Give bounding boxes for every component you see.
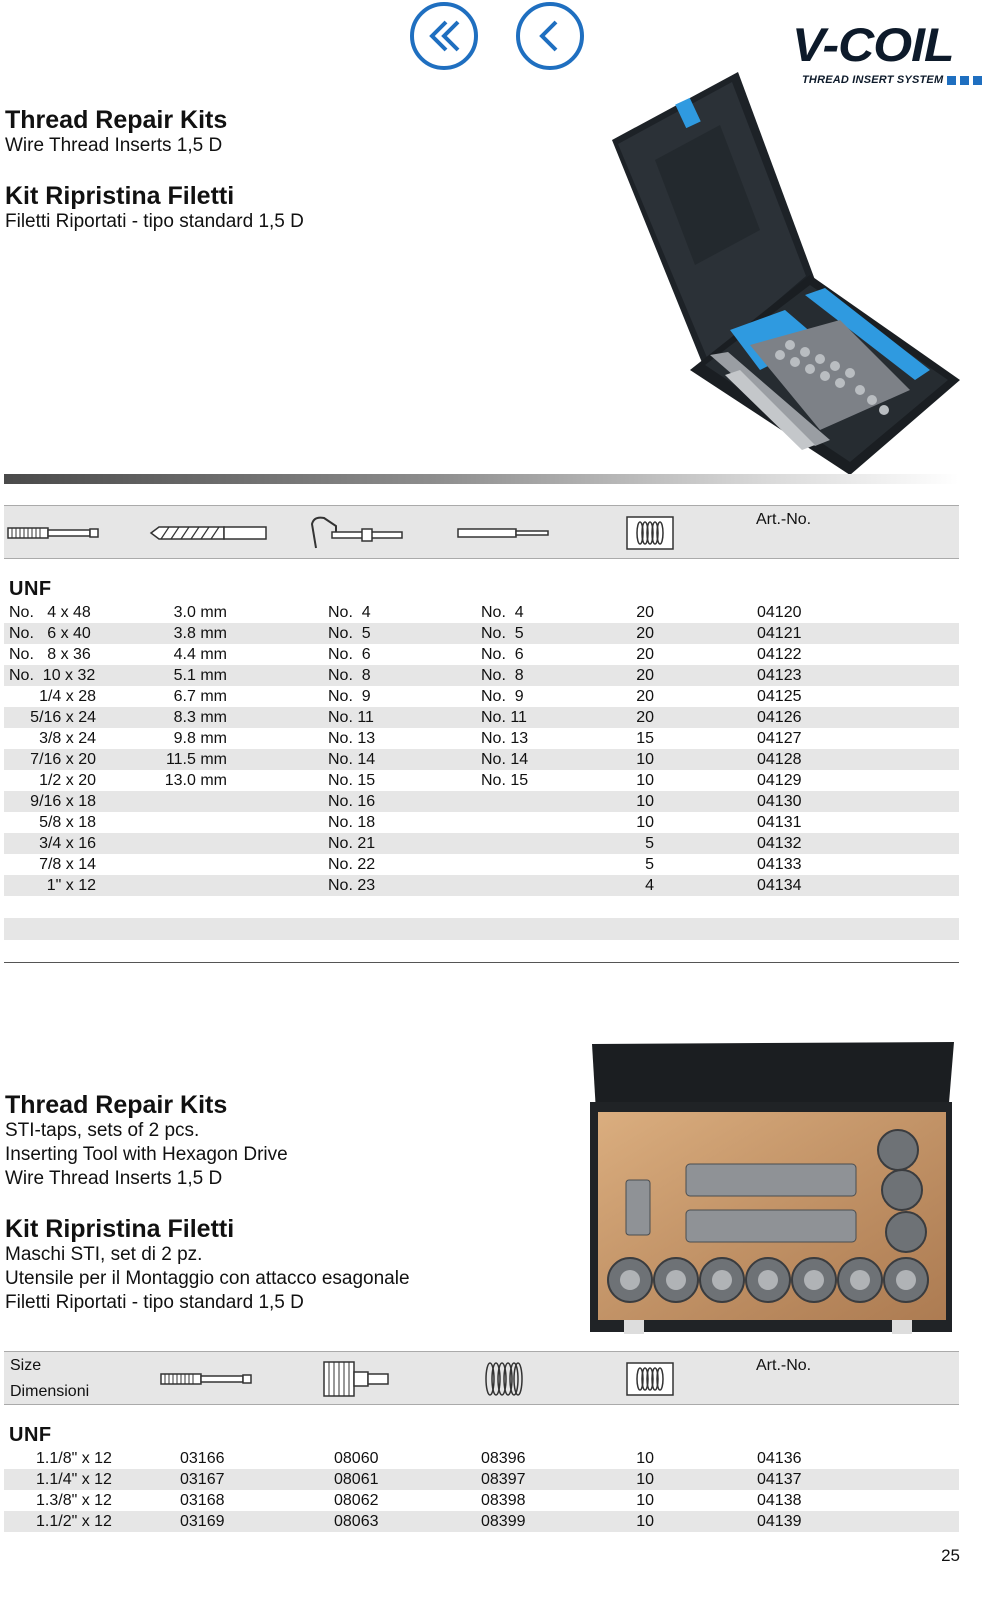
table-row	[4, 665, 959, 686]
size-cell: 1.1/2" x 12	[36, 1513, 112, 1530]
tool-cell: No. 21	[328, 835, 376, 852]
tool-cell: No. 9	[328, 688, 371, 705]
qty-cell: 4	[645, 877, 654, 894]
art-no-cell: 04137	[757, 1471, 802, 1488]
product-wooden-case-photo	[588, 1040, 956, 1340]
art-no-cell: 04123	[757, 667, 802, 684]
qty-cell: 10	[636, 1492, 654, 1509]
art-no-cell: 04134	[757, 877, 802, 894]
drill-cell: 3.0 mm	[173, 604, 227, 621]
table-row	[4, 707, 959, 728]
section2-title-it: Kit Ripristina Filetti	[5, 1215, 235, 1243]
art-no-cell: 04122	[757, 646, 802, 663]
qty-cell: 10	[636, 751, 654, 768]
drill-cell: 4.4 mm	[173, 646, 227, 663]
table-row	[4, 1469, 959, 1490]
section2-table-header	[4, 1351, 959, 1405]
tool-cell: No. 14	[328, 751, 376, 768]
insert-art-cell: 08397	[481, 1471, 526, 1488]
table-row	[4, 686, 959, 707]
table-row	[4, 749, 959, 770]
art-no-cell: 04133	[757, 856, 802, 873]
drill-cell: 5.1 mm	[173, 667, 227, 684]
size-cell: 7/16 x 20	[30, 751, 96, 768]
section2-subtitle-it-1: Maschi STI, set di 2 pz.	[5, 1244, 203, 1265]
section2-table	[4, 1448, 959, 1532]
tool-art-cell: 08061	[334, 1471, 379, 1488]
tool-cell: No. 15	[328, 772, 376, 789]
drill-cell: 3.8 mm	[173, 625, 227, 642]
breaker-cell: No. 6	[481, 646, 524, 663]
size-header-it: Dimensioni	[10, 1383, 90, 1400]
chevron-left-icon	[530, 16, 570, 56]
qty-cell: 10	[636, 772, 654, 789]
section1-title-it: Kit Ripristina Filetti	[5, 182, 235, 210]
section-divider	[4, 962, 959, 963]
qty-cell: 20	[636, 604, 654, 621]
size-cell: 9/16 x 18	[30, 793, 96, 810]
tool-cell: No. 22	[328, 856, 376, 873]
qty-cell: 10	[636, 1471, 654, 1488]
section2-heading	[5, 1091, 410, 1315]
wire-insert-icon	[626, 516, 674, 550]
tool-cell: No. 8	[328, 667, 371, 684]
section2-subtitle-en-1: STI-taps, sets of 2 pcs.	[5, 1120, 200, 1141]
table-row	[4, 812, 959, 833]
qty-cell: 20	[636, 709, 654, 726]
breaker-cell: No. 5	[481, 625, 524, 642]
qty-cell: 5	[645, 835, 654, 852]
table-row	[4, 854, 959, 875]
section1-subtitle-it: Filetti Riportati - tipo standard 1,5 D	[5, 211, 304, 232]
table-row	[4, 602, 959, 623]
empty-table-band	[4, 918, 959, 940]
insertion-tool-icon	[302, 514, 407, 550]
tool-art-cell: 08063	[334, 1513, 379, 1530]
tap-icon	[159, 1370, 254, 1388]
tool-cell: No. 11	[328, 709, 374, 726]
tap-icon	[6, 524, 101, 542]
tool-art-cell: 08060	[334, 1450, 379, 1467]
breaker-cell: No. 4	[481, 604, 524, 621]
tang-break-tool-icon	[456, 526, 551, 540]
section2-subtitle-it-2: Utensile per il Montaggio con attacco esagonale	[5, 1268, 410, 1289]
qty-cell: 20	[636, 688, 654, 705]
drill-bit-icon	[149, 524, 269, 542]
size-header: Size	[10, 1357, 42, 1374]
tool-cell: No. 16	[328, 793, 376, 810]
breaker-cell: No. 8	[481, 667, 524, 684]
section2-subtitle-en-2: Inserting Tool with Hexagon Drive	[5, 1144, 288, 1165]
page-number: 25	[941, 1546, 960, 1565]
wire-insert-boxed-icon	[626, 1362, 674, 1396]
artno-header: Art.-No.	[756, 1357, 812, 1374]
size-cell: 1" x 12	[46, 877, 96, 894]
size-cell: No. 4 x 48	[9, 604, 91, 621]
qty-cell: 20	[636, 625, 654, 642]
double-chevron-left-icon	[424, 16, 464, 56]
artno-header: Art.-No.	[756, 511, 812, 528]
qty-cell: 10	[636, 793, 654, 810]
size-cell: No. 8 x 36	[9, 646, 91, 663]
tool-cell: No. 13	[328, 730, 376, 747]
first-page-button[interactable]	[410, 2, 478, 70]
size-cell: 1.1/4" x 12	[36, 1471, 112, 1488]
section1-title-en: Thread Repair Kits	[5, 106, 228, 134]
drill-cell: 9.8 mm	[173, 730, 227, 747]
drill-cell: 8.3 mm	[173, 709, 227, 726]
previous-page-button[interactable]	[516, 2, 584, 70]
wire-insert-icon	[482, 1360, 526, 1398]
table-row	[4, 1448, 959, 1469]
tool-cell: No. 4	[328, 604, 371, 621]
art-no-cell: 04129	[757, 772, 802, 789]
section1-table-header	[4, 505, 959, 559]
size-cell: 3/8 x 24	[39, 730, 96, 747]
size-cell: 1.3/8" x 12	[36, 1492, 112, 1509]
section1-heading	[5, 106, 304, 234]
qty-cell: 20	[636, 646, 654, 663]
table-row	[4, 770, 959, 791]
table-row	[4, 623, 959, 644]
table-row	[4, 1511, 959, 1532]
tool-art-cell: 08062	[334, 1492, 379, 1509]
insert-art-cell: 08396	[481, 1450, 526, 1467]
size-cell: 5/8 x 18	[39, 814, 96, 831]
art-no-cell: 04125	[757, 688, 802, 705]
section2-subtitle-en-3: Wire Thread Inserts 1,5 D	[5, 1168, 223, 1189]
table-row	[4, 644, 959, 665]
art-no-cell: 04126	[757, 709, 802, 726]
art-no-cell: 04136	[757, 1450, 802, 1467]
art-no-cell: 04132	[757, 835, 802, 852]
size-cell: No. 6 x 40	[9, 625, 91, 642]
art-no-cell: 04130	[757, 793, 802, 810]
art-no-cell: 04128	[757, 751, 802, 768]
section1-subtitle-en: Wire Thread Inserts 1,5 D	[5, 135, 223, 156]
table-row	[4, 728, 959, 749]
size-cell: 5/16 x 24	[30, 709, 96, 726]
tool-cell: No. 18	[328, 814, 376, 831]
breaker-cell: No. 9	[481, 688, 524, 705]
tap-art-cell: 03169	[180, 1513, 225, 1530]
size-cell: No. 10 x 32	[9, 667, 96, 684]
art-no-cell: 04127	[757, 730, 802, 747]
table-row	[4, 875, 959, 896]
art-no-cell: 04131	[757, 814, 802, 831]
table-row	[4, 791, 959, 812]
qty-cell: 20	[636, 667, 654, 684]
tap-art-cell: 03168	[180, 1492, 225, 1509]
size-cell: 7/8 x 14	[39, 856, 96, 873]
size-cell: 1/4 x 28	[39, 688, 96, 705]
qty-cell: 15	[636, 730, 654, 747]
insert-art-cell: 08398	[481, 1492, 526, 1509]
product-case-photo	[610, 70, 965, 480]
hex-inserting-tool-icon	[322, 1358, 392, 1400]
breaker-cell: No. 15	[481, 772, 529, 789]
section1-group-label: UNF	[9, 578, 52, 600]
art-no-cell: 04121	[757, 625, 802, 642]
breaker-cell: No. 11	[481, 709, 527, 726]
logo-tagline: THREAD INSERT SYSTEM	[802, 74, 982, 86]
tool-cell: No. 6	[328, 646, 371, 663]
drill-cell: 11.5 mm	[165, 751, 227, 768]
logo-wordmark: V-COIL	[792, 18, 954, 72]
table-row	[4, 833, 959, 854]
drill-cell: 6.7 mm	[173, 688, 227, 705]
qty-cell: 10	[636, 814, 654, 831]
table-row	[4, 1490, 959, 1511]
art-no-cell: 04120	[757, 604, 802, 621]
breaker-cell: No. 14	[481, 751, 529, 768]
art-no-cell: 04138	[757, 1492, 802, 1509]
section2-group-label: UNF	[9, 1424, 52, 1446]
size-cell: 3/4 x 16	[39, 835, 96, 852]
qty-cell: 10	[636, 1513, 654, 1530]
qty-cell: 5	[645, 856, 654, 873]
tap-art-cell: 03167	[180, 1471, 225, 1488]
tool-cell: No. 5	[328, 625, 371, 642]
breaker-cell: No. 13	[481, 730, 529, 747]
insert-art-cell: 08399	[481, 1513, 526, 1530]
tap-art-cell: 03166	[180, 1450, 225, 1467]
section2-title-en: Thread Repair Kits	[5, 1091, 228, 1119]
section1-table	[4, 602, 959, 896]
size-cell: 1.1/8" x 12	[36, 1450, 112, 1467]
qty-cell: 10	[636, 1450, 654, 1467]
section2-subtitle-it-3: Filetti Riportati - tipo standard 1,5 D	[5, 1292, 304, 1313]
art-no-cell: 04139	[757, 1513, 802, 1530]
divider-gradient-bar	[4, 474, 959, 484]
drill-cell: 13.0 mm	[164, 772, 227, 789]
tool-cell: No. 23	[328, 877, 376, 894]
size-cell: 1/2 x 20	[39, 772, 96, 789]
